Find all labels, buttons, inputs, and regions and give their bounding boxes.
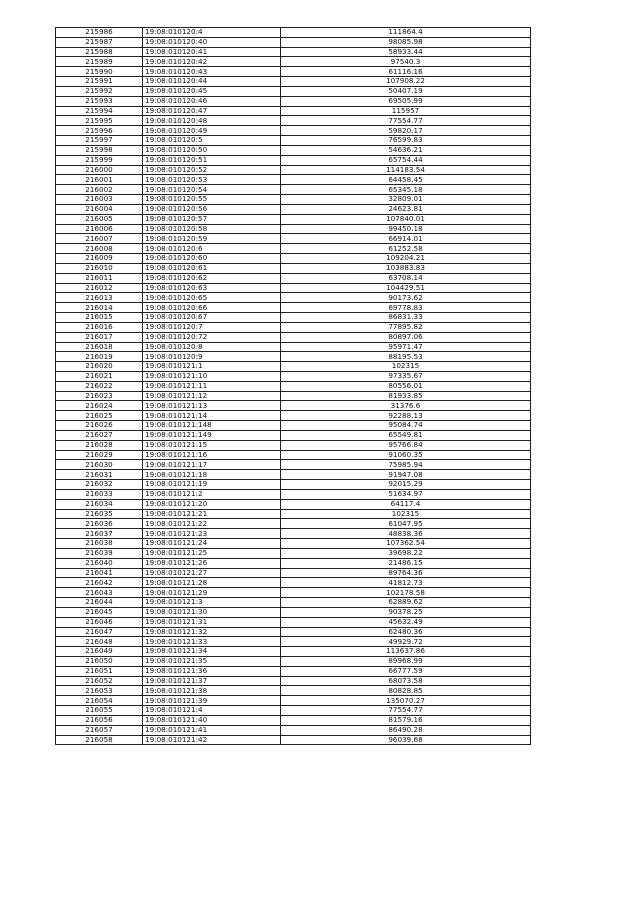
record-number-cell: 215998 (56, 145, 143, 155)
table-row (56, 293, 531, 303)
record-number-cell: 216050 (56, 657, 143, 667)
value-cell: 81579.16 (281, 715, 531, 725)
value-cell: 69778.83 (281, 303, 531, 313)
table-row (56, 607, 531, 617)
record-number-cell: 216012 (56, 283, 143, 293)
record-number-cell: 216043 (56, 588, 143, 598)
table-row (56, 381, 531, 391)
record-number-cell: 215994 (56, 106, 143, 116)
cadastral-number-cell: 19:08:010121:35 (143, 657, 281, 667)
table-row (56, 342, 531, 352)
table-row (56, 273, 531, 283)
value-cell: 54636.21 (281, 145, 531, 155)
record-number-cell: 216014 (56, 303, 143, 313)
cadastral-number-cell: 19:08:010120:54 (143, 185, 281, 195)
cadastral-number-cell: 19:08:010121:23 (143, 529, 281, 539)
record-number-cell: 216003 (56, 195, 143, 205)
value-cell: 66914.01 (281, 234, 531, 244)
cadastral-number-cell: 19:08:010120:41 (143, 47, 281, 57)
record-number-cell: 216031 (56, 470, 143, 480)
value-cell: 95766.84 (281, 440, 531, 450)
value-cell: 97540.3 (281, 57, 531, 67)
value-cell: 107362.54 (281, 539, 531, 549)
record-number-cell: 216040 (56, 558, 143, 568)
cadastral-number-cell: 19:08:010120:59 (143, 234, 281, 244)
table-row (56, 165, 531, 175)
value-cell: 109204.21 (281, 254, 531, 264)
value-cell: 65754.44 (281, 155, 531, 165)
table-row (56, 57, 531, 67)
value-cell: 95084.74 (281, 421, 531, 431)
value-cell: 86831.33 (281, 313, 531, 323)
table-row (56, 28, 531, 38)
record-number-cell: 216015 (56, 313, 143, 323)
cadastral-number-cell: 19:08:010121:34 (143, 647, 281, 657)
value-cell: 59820.17 (281, 126, 531, 136)
cadastral-number-cell: 19:08:010120:51 (143, 155, 281, 165)
value-cell: 80556.01 (281, 381, 531, 391)
record-number-cell: 216054 (56, 696, 143, 706)
record-number-cell: 216048 (56, 637, 143, 647)
table-row (56, 578, 531, 588)
record-number-cell: 216038 (56, 539, 143, 549)
cadastral-number-cell: 19:08:010120:57 (143, 214, 281, 224)
cadastral-number-cell: 19:08:010120:72 (143, 332, 281, 342)
table-row (56, 430, 531, 440)
value-cell: 64117.4 (281, 499, 531, 509)
record-number-cell: 215991 (56, 77, 143, 87)
table-row (56, 86, 531, 96)
cadastral-number-cell: 19:08:010121:2 (143, 489, 281, 499)
cadastral-number-cell: 19:08:010120:66 (143, 303, 281, 313)
cadastral-number-cell: 19:08:010121:1 (143, 362, 281, 372)
table-row (56, 204, 531, 214)
table-row (56, 489, 531, 499)
record-number-cell: 216047 (56, 627, 143, 637)
value-cell: 99450.18 (281, 224, 531, 234)
record-number-cell: 216028 (56, 440, 143, 450)
table-row (56, 686, 531, 696)
value-cell: 61252.58 (281, 244, 531, 254)
table-row (56, 696, 531, 706)
value-cell: 90173.62 (281, 293, 531, 303)
table-row (56, 735, 531, 745)
table-row (56, 460, 531, 470)
table-row (56, 244, 531, 254)
value-cell: 58933.44 (281, 47, 531, 57)
table-row (56, 529, 531, 539)
table-row (56, 106, 531, 116)
cadastral-number-cell: 19:08:010120:46 (143, 96, 281, 106)
value-cell: 61047.95 (281, 519, 531, 529)
table-row (56, 411, 531, 421)
value-cell: 95971.47 (281, 342, 531, 352)
cadastral-number-cell: 19:08:010121:42 (143, 735, 281, 745)
record-number-cell: 216017 (56, 332, 143, 342)
table-row (56, 116, 531, 126)
cadastral-number-cell: 19:08:010121:17 (143, 460, 281, 470)
value-cell: 45632.49 (281, 617, 531, 627)
record-number-cell: 216024 (56, 401, 143, 411)
record-number-cell: 216018 (56, 342, 143, 352)
cadastral-number-cell: 19:08:010121:30 (143, 607, 281, 617)
table-row (56, 725, 531, 735)
table-row (56, 657, 531, 667)
record-number-cell: 215986 (56, 28, 143, 38)
table-row (56, 47, 531, 57)
table-row (56, 558, 531, 568)
record-number-cell: 216021 (56, 371, 143, 381)
value-cell: 77554.77 (281, 116, 531, 126)
value-cell: 97335.67 (281, 371, 531, 381)
table-row (56, 450, 531, 460)
table-row (56, 637, 531, 647)
value-cell: 89968.99 (281, 657, 531, 667)
cadastral-number-cell: 19:08:010120:61 (143, 263, 281, 273)
record-number-cell: 216052 (56, 676, 143, 686)
value-cell: 115957 (281, 106, 531, 116)
table-row (56, 234, 531, 244)
record-number-cell: 216001 (56, 175, 143, 185)
record-number-cell: 216009 (56, 254, 143, 264)
cadastral-number-cell: 19:08:010121:37 (143, 676, 281, 686)
table-row (56, 617, 531, 627)
value-cell: 61116.16 (281, 67, 531, 77)
value-cell: 63708.14 (281, 273, 531, 283)
record-number-cell: 216019 (56, 352, 143, 362)
record-number-cell: 215990 (56, 67, 143, 77)
value-cell: 91947.08 (281, 470, 531, 480)
record-number-cell: 216010 (56, 263, 143, 273)
table-row (56, 155, 531, 165)
table-row (56, 224, 531, 234)
table-row (56, 371, 531, 381)
cadastral-number-cell: 19:08:010121:22 (143, 519, 281, 529)
value-cell: 86490.28 (281, 725, 531, 735)
cadastral-number-cell: 19:08:010120:55 (143, 195, 281, 205)
value-cell: 48838.36 (281, 529, 531, 539)
cadastral-number-cell: 19:08:010120:49 (143, 126, 281, 136)
cadastral-number-cell: 19:08:010120:60 (143, 254, 281, 264)
record-number-cell: 216044 (56, 598, 143, 608)
value-cell: 92015.29 (281, 480, 531, 490)
cadastral-number-cell: 19:08:010121:24 (143, 539, 281, 549)
record-number-cell: 216026 (56, 421, 143, 431)
cadastral-number-cell: 19:08:010121:12 (143, 391, 281, 401)
table-row (56, 647, 531, 657)
value-cell: 96039.68 (281, 735, 531, 745)
cadastral-number-cell: 19:08:010120:6 (143, 244, 281, 254)
value-cell: 114183.54 (281, 165, 531, 175)
cadastral-number-cell: 19:08:010121:29 (143, 588, 281, 598)
table-row (56, 470, 531, 480)
cadastral-number-cell: 19:08:010120:4 (143, 28, 281, 38)
cadastral-number-cell: 19:08:010120:52 (143, 165, 281, 175)
value-cell: 107840.01 (281, 214, 531, 224)
value-cell: 65345.18 (281, 185, 531, 195)
table-row (56, 175, 531, 185)
value-cell: 21486.15 (281, 558, 531, 568)
table-row (56, 499, 531, 509)
record-number-cell: 215992 (56, 86, 143, 96)
value-cell: 135070.27 (281, 696, 531, 706)
table-row (56, 145, 531, 155)
record-number-cell: 216034 (56, 499, 143, 509)
record-number-cell: 216036 (56, 519, 143, 529)
record-number-cell: 216013 (56, 293, 143, 303)
record-number-cell: 216032 (56, 480, 143, 490)
table-row (56, 440, 531, 450)
table-row (56, 715, 531, 725)
cadastral-number-cell: 19:08:010121:149 (143, 430, 281, 440)
cadastral-number-cell: 19:08:010121:18 (143, 470, 281, 480)
table-row (56, 706, 531, 716)
table-row (56, 322, 531, 332)
table-row (56, 548, 531, 558)
cadastral-number-cell: 19:08:010121:38 (143, 686, 281, 696)
record-number-cell: 216046 (56, 617, 143, 627)
value-cell: 77895.82 (281, 322, 531, 332)
cadastral-number-cell: 19:08:010120:63 (143, 283, 281, 293)
table-row (56, 185, 531, 195)
table-row (56, 67, 531, 77)
value-cell: 81933.85 (281, 391, 531, 401)
value-cell: 98085.98 (281, 37, 531, 47)
record-number-cell: 215988 (56, 47, 143, 57)
value-cell: 113637.86 (281, 647, 531, 657)
table-row (56, 598, 531, 608)
cadastral-number-cell: 19:08:010121:10 (143, 371, 281, 381)
record-number-cell: 216056 (56, 715, 143, 725)
record-number-cell: 216049 (56, 647, 143, 657)
table-row (56, 519, 531, 529)
cadastral-number-cell: 19:08:010120:53 (143, 175, 281, 185)
record-number-cell: 216022 (56, 381, 143, 391)
value-cell: 65549.81 (281, 430, 531, 440)
cadastral-number-cell: 19:08:010121:26 (143, 558, 281, 568)
cadastral-number-cell: 19:08:010121:28 (143, 578, 281, 588)
table-row (56, 303, 531, 313)
table-row (56, 421, 531, 431)
table-row (56, 588, 531, 598)
cadastral-number-cell: 19:08:010121:31 (143, 617, 281, 627)
cadastral-number-cell: 19:08:010121:20 (143, 499, 281, 509)
record-number-cell: 216006 (56, 224, 143, 234)
table-row (56, 391, 531, 401)
record-number-cell: 216057 (56, 725, 143, 735)
cadastral-number-cell: 19:08:010121:25 (143, 548, 281, 558)
cadastral-number-cell: 19:08:010120:56 (143, 204, 281, 214)
table-row (56, 126, 531, 136)
record-number-cell: 216007 (56, 234, 143, 244)
table-row (56, 254, 531, 264)
table-row (56, 362, 531, 372)
value-cell: 51634.97 (281, 489, 531, 499)
value-cell: 102178.58 (281, 588, 531, 598)
cadastral-number-cell: 19:08:010120:42 (143, 57, 281, 67)
cadastral-number-cell: 19:08:010121:32 (143, 627, 281, 637)
cadastral-number-cell: 19:08:010120:7 (143, 322, 281, 332)
value-cell: 103883.83 (281, 263, 531, 273)
record-number-cell: 215987 (56, 37, 143, 47)
value-cell: 77554.77 (281, 706, 531, 716)
cadastral-number-cell: 19:08:010120:40 (143, 37, 281, 47)
table-row (56, 96, 531, 106)
cadastral-number-cell: 19:08:010120:43 (143, 67, 281, 77)
cadastral-number-cell: 19:08:010121:21 (143, 509, 281, 519)
cadastral-number-cell: 19:08:010121:39 (143, 696, 281, 706)
record-number-cell: 216029 (56, 450, 143, 460)
record-number-cell: 215997 (56, 136, 143, 146)
value-cell: 62889.62 (281, 598, 531, 608)
table-row (56, 313, 531, 323)
record-number-cell: 215995 (56, 116, 143, 126)
record-number-cell: 215996 (56, 126, 143, 136)
cadastral-number-cell: 19:08:010121:33 (143, 637, 281, 647)
record-number-cell: 216045 (56, 607, 143, 617)
value-cell: 90378.25 (281, 607, 531, 617)
table-row (56, 352, 531, 362)
record-number-cell: 216027 (56, 430, 143, 440)
value-cell: 68073.58 (281, 676, 531, 686)
cadastral-number-cell: 19:08:010121:40 (143, 715, 281, 725)
cadastral-number-cell: 19:08:010121:148 (143, 421, 281, 431)
cadastral-number-cell: 19:08:010121:4 (143, 706, 281, 716)
value-cell: 88195.53 (281, 352, 531, 362)
value-cell: 102315 (281, 509, 531, 519)
value-cell: 80828.85 (281, 686, 531, 696)
value-cell: 102315 (281, 362, 531, 372)
table-row (56, 136, 531, 146)
value-cell: 62480.36 (281, 627, 531, 637)
value-cell: 91060.35 (281, 450, 531, 460)
value-cell: 66777.59 (281, 666, 531, 676)
record-number-cell: 215993 (56, 96, 143, 106)
record-number-cell: 216030 (56, 460, 143, 470)
cadastral-number-cell: 19:08:010121:41 (143, 725, 281, 735)
value-cell: 104429.51 (281, 283, 531, 293)
cadastral-number-cell: 19:08:010120:9 (143, 352, 281, 362)
cadastral-number-cell: 19:08:010121:27 (143, 568, 281, 578)
record-number-cell: 215989 (56, 57, 143, 67)
table-row (56, 263, 531, 273)
table-row (56, 332, 531, 342)
value-cell: 39698.22 (281, 548, 531, 558)
table-row (56, 568, 531, 578)
cadastral-number-cell: 19:08:010120:62 (143, 273, 281, 283)
value-cell: 49929.72 (281, 637, 531, 647)
cadastral-number-cell: 19:08:010121:16 (143, 450, 281, 460)
value-cell: 107908.22 (281, 77, 531, 87)
value-cell: 32809.01 (281, 195, 531, 205)
record-number-cell: 216025 (56, 411, 143, 421)
cadastral-number-cell: 19:08:010121:13 (143, 401, 281, 411)
cadastral-number-cell: 19:08:010121:36 (143, 666, 281, 676)
table-row (56, 77, 531, 87)
table-row (56, 214, 531, 224)
record-number-cell: 216002 (56, 185, 143, 195)
table-row (56, 666, 531, 676)
cadastral-number-cell: 19:08:010120:65 (143, 293, 281, 303)
cadastral-number-cell: 19:08:010120:50 (143, 145, 281, 155)
record-number-cell: 216035 (56, 509, 143, 519)
table-row (56, 283, 531, 293)
table-row (56, 539, 531, 549)
table-row (56, 627, 531, 637)
record-number-cell: 216037 (56, 529, 143, 539)
record-number-cell: 216000 (56, 165, 143, 175)
cadastral-number-cell: 19:08:010121:14 (143, 411, 281, 421)
cadastral-number-cell: 19:08:010120:47 (143, 106, 281, 116)
record-number-cell: 216004 (56, 204, 143, 214)
value-cell: 76599.83 (281, 136, 531, 146)
cadastral-number-cell: 19:08:010120:44 (143, 77, 281, 87)
cadastral-number-cell: 19:08:010120:48 (143, 116, 281, 126)
value-cell: 50407.19 (281, 86, 531, 96)
cadastral-number-cell: 19:08:010121:11 (143, 381, 281, 391)
value-cell: 41812.73 (281, 578, 531, 588)
record-number-cell: 216023 (56, 391, 143, 401)
cadastral-number-cell: 19:08:010120:45 (143, 86, 281, 96)
cadastral-number-cell: 19:08:010120:67 (143, 313, 281, 323)
table-row (56, 509, 531, 519)
record-number-cell: 216039 (56, 548, 143, 558)
table-row (56, 480, 531, 490)
table-row (56, 195, 531, 205)
record-number-cell: 216016 (56, 322, 143, 332)
record-number-cell: 216055 (56, 706, 143, 716)
record-number-cell: 216051 (56, 666, 143, 676)
record-number-cell: 216020 (56, 362, 143, 372)
record-number-cell: 216053 (56, 686, 143, 696)
value-cell: 69505.99 (281, 96, 531, 106)
record-number-cell: 216008 (56, 244, 143, 254)
cadastral-number-cell: 19:08:010121:15 (143, 440, 281, 450)
record-number-cell: 216005 (56, 214, 143, 224)
record-number-cell: 216042 (56, 578, 143, 588)
cadastral-number-cell: 19:08:010121:19 (143, 480, 281, 490)
record-number-cell: 215999 (56, 155, 143, 165)
cadastral-number-cell: 19:08:010120:8 (143, 342, 281, 352)
value-cell: 92288.13 (281, 411, 531, 421)
record-number-cell: 216041 (56, 568, 143, 578)
record-number-cell: 216033 (56, 489, 143, 499)
table-row (56, 676, 531, 686)
value-cell: 89764.36 (281, 568, 531, 578)
value-cell: 31376.6 (281, 401, 531, 411)
value-cell: 111864.4 (281, 28, 531, 38)
cadastral-number-cell: 19:08:010120:5 (143, 136, 281, 146)
table-body (56, 28, 531, 745)
value-cell: 64458.45 (281, 175, 531, 185)
record-number-cell: 216058 (56, 735, 143, 745)
value-cell: 75985.94 (281, 460, 531, 470)
data-table (55, 27, 531, 745)
cadastral-number-cell: 19:08:010121:3 (143, 598, 281, 608)
cadastral-number-cell: 19:08:010120:58 (143, 224, 281, 234)
record-number-cell: 216011 (56, 273, 143, 283)
value-cell: 24623.81 (281, 204, 531, 214)
table-row (56, 401, 531, 411)
table-row (56, 37, 531, 47)
value-cell: 80897.06 (281, 332, 531, 342)
